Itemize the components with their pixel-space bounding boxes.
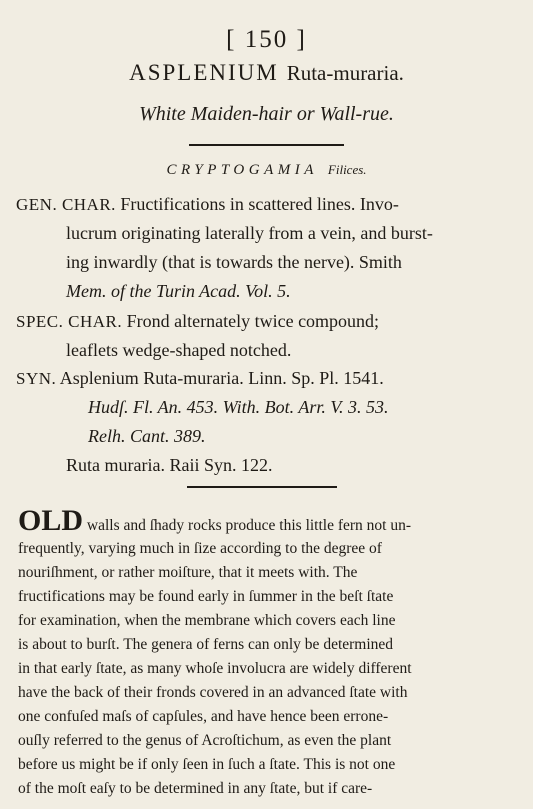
- description-line-9: one confuſed maſs of capſules, and have hence been errone-: [18, 708, 389, 725]
- gen-char-label: GEN. CHAR.: [16, 195, 116, 214]
- common-name: White Maiden-hair or Wall-rue.: [139, 103, 394, 125]
- description-line-11: before us might be if only ſeen in ſuch a ſtate. This is not one: [18, 756, 396, 773]
- order-name: Filices.: [327, 162, 367, 177]
- description-line-1: OLD walls and ſhady rocks produce this little fern not un-: [18, 504, 412, 537]
- gen-char-line-2: lucrum originating laterally from a vein, and burst-: [66, 223, 433, 243]
- drop-cap: OLD: [18, 504, 84, 537]
- gen-char-text: Fructifications in scattered lines. Invo-: [120, 194, 399, 214]
- genus-name: ASPLENIUM: [129, 60, 279, 85]
- syn-line-4: Ruta muraria. Raii Syn. 122.: [66, 455, 273, 475]
- page-title: [0, 60, 533, 86]
- spec-char-text: Frond alternately twice compound;: [126, 311, 380, 331]
- description-line-2: frequently, varying much in ſize according to the degree of: [18, 540, 382, 557]
- syn-text: Asplenium Ruta-muraria. Linn. Sp. Pl. 1541.: [59, 368, 384, 388]
- class-name: CRYPTOGAMIA: [166, 162, 318, 178]
- spec-char-line-2: leaflets wedge-shaped notched.: [66, 340, 292, 360]
- description-line-10: ouſly referred to the genus of Acroſtichum, as even the plant: [18, 732, 392, 749]
- description-line-7: in that early ſtate, as many whoſe involucra are widely different: [18, 660, 412, 677]
- divider-rule-bottom: [187, 486, 337, 488]
- gen-char-line-4: Mem. of the Turin Acad. Vol. 5.: [66, 281, 291, 301]
- description-line-4: fructifications may be found early in ſummer in the beſt ſtate: [18, 588, 394, 605]
- description-line-3: nouriſhment, or rather moiſture, that it meets with. The: [18, 564, 358, 581]
- spec-char-label: SPEC. CHAR.: [16, 312, 123, 331]
- gen-char-line-1: [16, 194, 399, 215]
- page-number: [ 150 ]: [226, 26, 307, 53]
- classification-line: [0, 162, 533, 179]
- syn-line-3: Relh. Cant. 389.: [88, 426, 206, 446]
- description-line-5: for examination, when the membrane which covers each line: [18, 612, 396, 629]
- divider-rule-top: [189, 144, 344, 146]
- description-line-12: of the moſt eaſy to be determined in any ſtate, but if care-: [18, 780, 373, 797]
- description-line-8: have the back of their fronds covered in an advanced ſtate with: [18, 684, 408, 701]
- gen-char-line-3: ing inwardly (that is towards the nerve). Smith: [66, 252, 402, 272]
- syn-line-2: Hudſ. Fl. An. 453. With. Bot. Arr. V. 3. 53.: [88, 397, 389, 417]
- spec-char-line-1: [16, 311, 379, 332]
- species-name: Ruta-muraria.: [286, 61, 404, 85]
- syn-label: SYN.: [16, 369, 57, 388]
- description-line-6: is about to burſt. The genera of ferns can only be determined: [18, 636, 394, 653]
- syn-line-1: [16, 368, 384, 389]
